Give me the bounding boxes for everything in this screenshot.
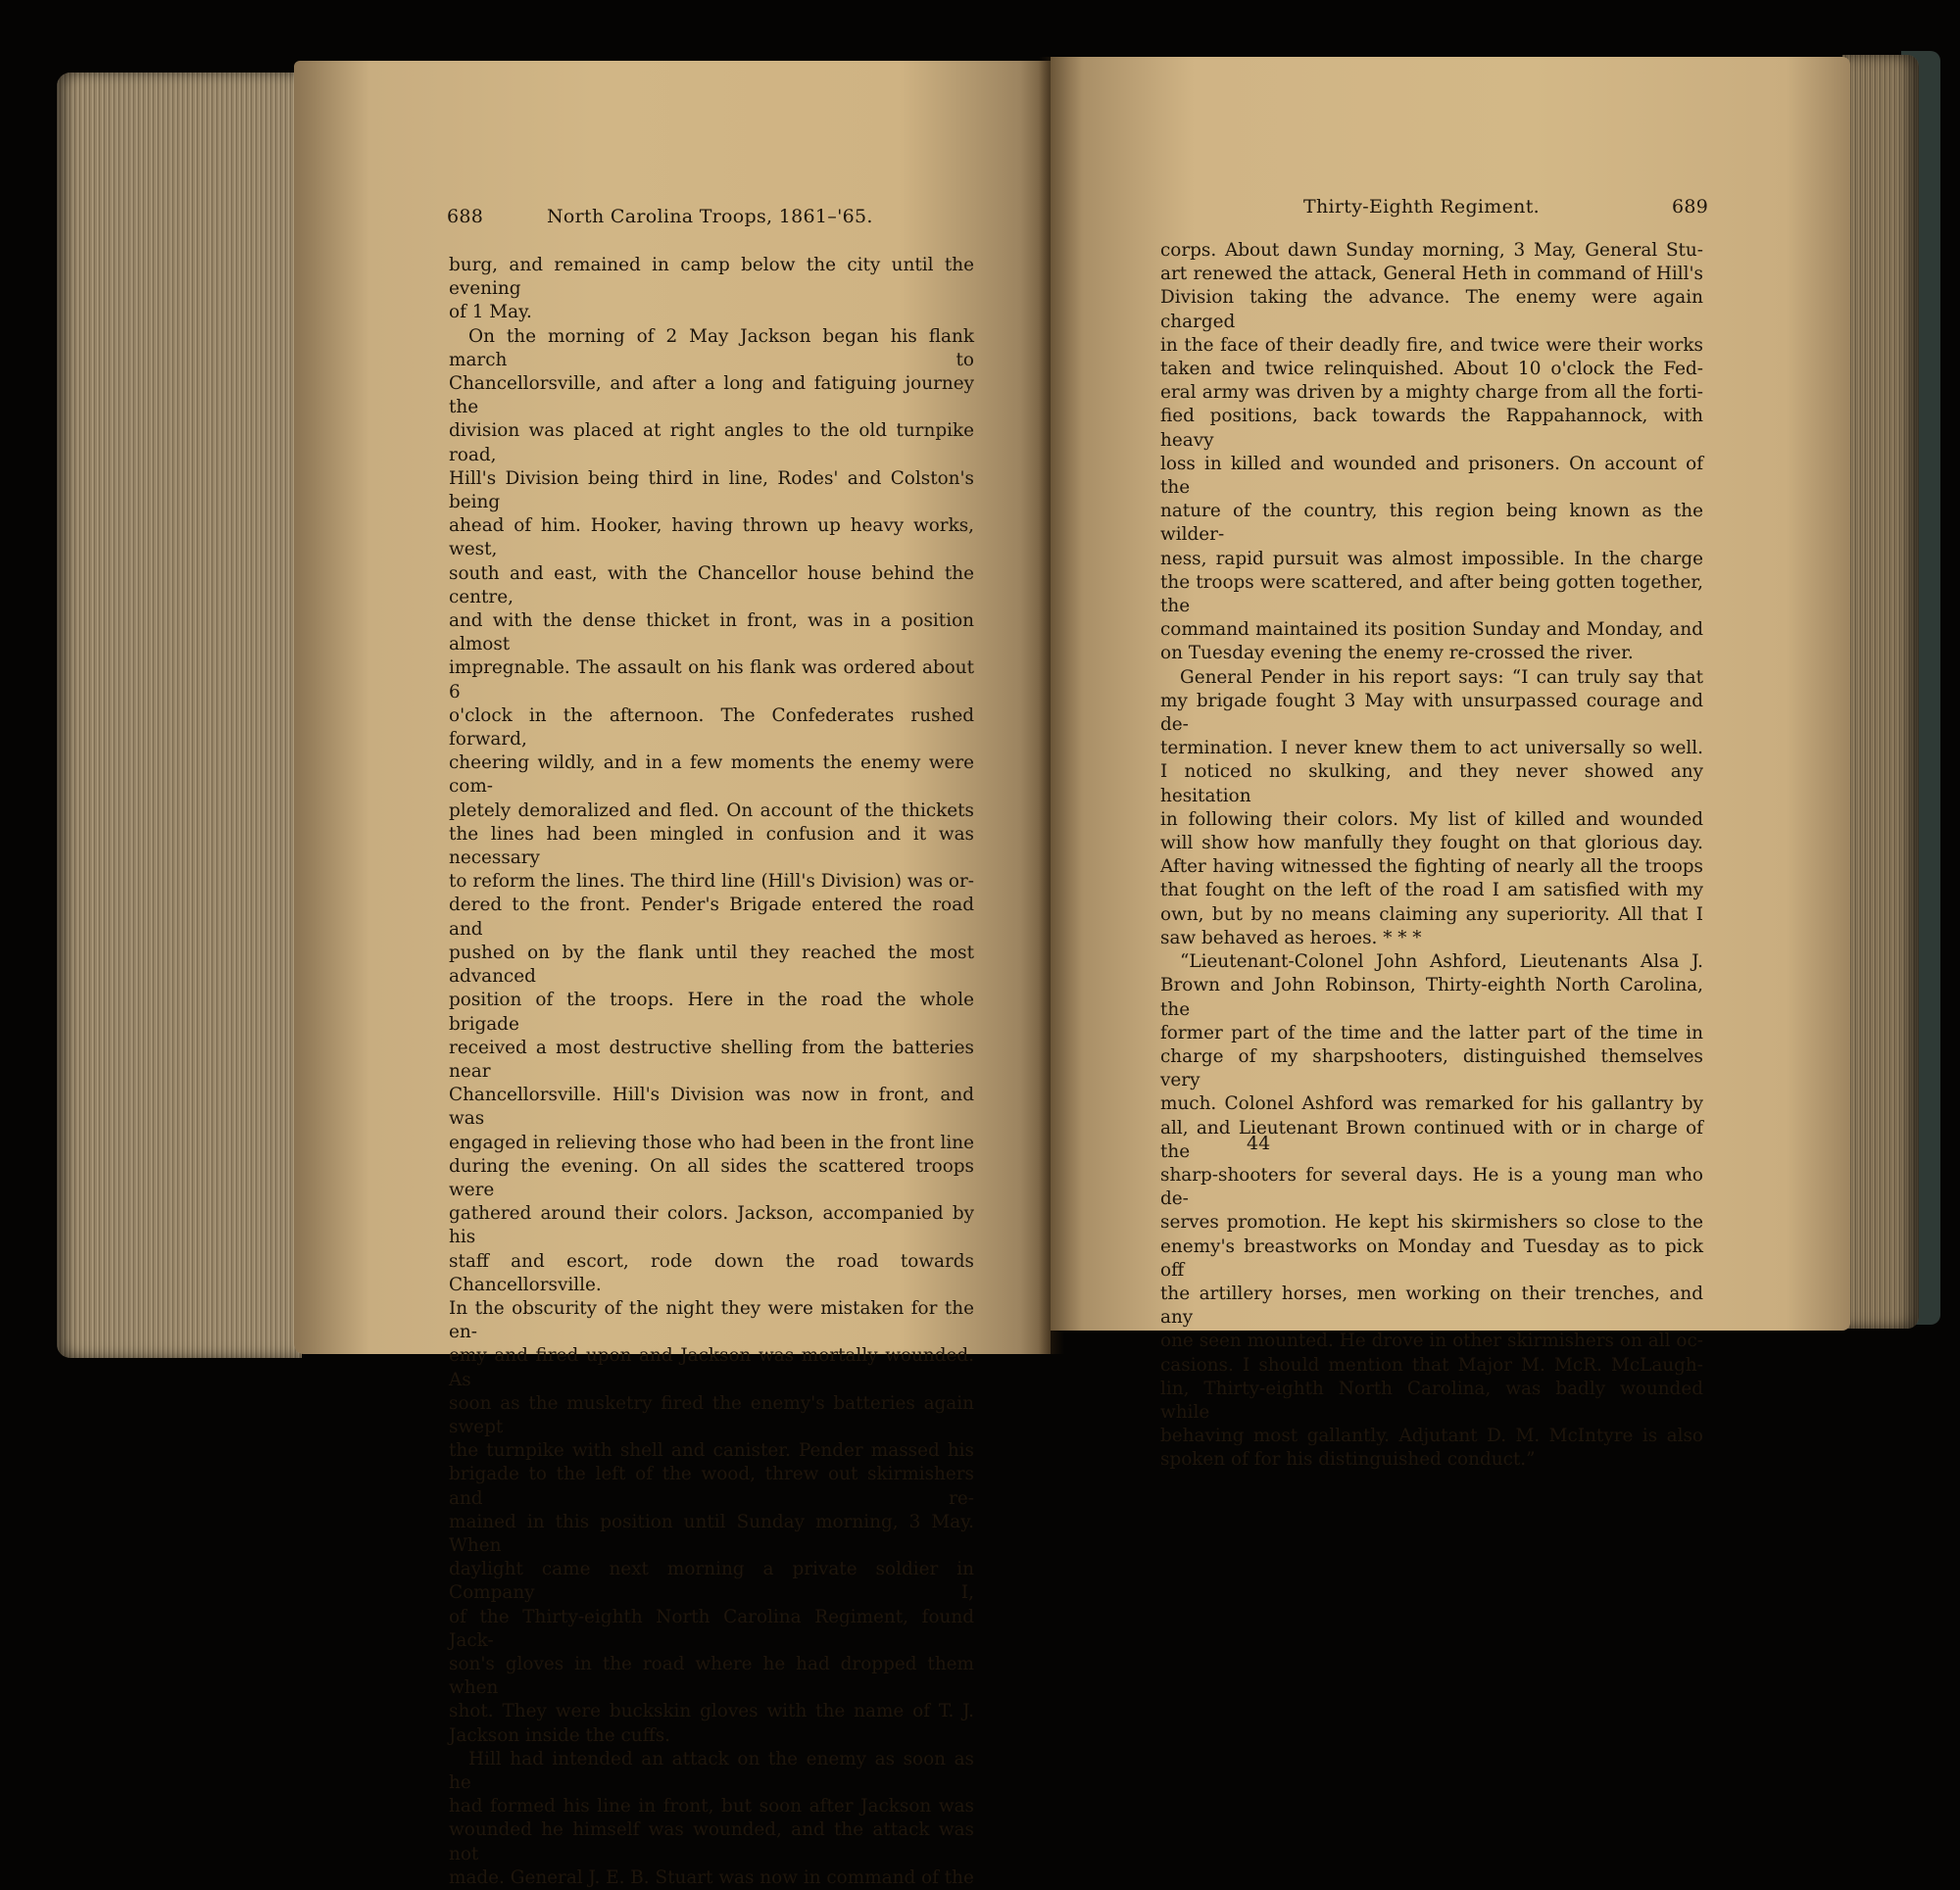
text-line: to reform the lines. The third line (Hill's Division) was or- [449, 871, 974, 893]
text-line: all, and Lieutenant Brown continued with or in charge of the [1160, 1117, 1703, 1162]
paragraph [449, 1748, 974, 1890]
text-line: eral army was driven by a mighty charge from all the forti- [1160, 382, 1703, 404]
text-line: and with the dense thicket in front, was in a position almost [449, 610, 974, 655]
right-page-body [1160, 239, 1703, 1473]
text-line: ness, rapid pursuit was almost impossible. In the charge [1160, 548, 1703, 569]
left-page-body [449, 254, 974, 1890]
text-line: command maintained its position Sunday and Monday, and [1160, 619, 1703, 641]
text-line: pushed on by the flank until they reached the most advanced [449, 942, 974, 988]
right-page [1051, 57, 1850, 1471]
text-line: staff and escort, rode down the road towards Chancellorsville. [449, 1250, 974, 1295]
text-line: On the morning of 2 May Jackson began his flank march to [449, 325, 974, 370]
text-line: in following their colors. My list of killed and wounded [1160, 808, 1703, 830]
text-line: cheering wildly, and in a few moments the enemy were com- [449, 752, 974, 798]
paragraph [1160, 950, 1703, 1472]
text-line: south and east, with the Chancellor house behind the centre, [449, 562, 974, 607]
text-line: wounded he himself was wounded, and the attack was not [449, 1819, 974, 1865]
text-line: General Pender in his report says: “I can truly say that [1180, 666, 1703, 688]
text-line: burg, and remained in camp below the city until the evening [449, 255, 974, 300]
text-line: fied positions, back towards the Rappahannock, with heavy [1160, 406, 1703, 451]
text-line: In the obscurity of the night they were mistaken for the en- [449, 1297, 974, 1343]
text-line: behaving most gallantly. Adjutant D. M. McIntyre is also [1160, 1426, 1703, 1447]
text-line: Hill had intended an attack on the enemy as soon as he [449, 1748, 974, 1793]
text-line: had formed his line in front, but soon after Jackson was [449, 1796, 974, 1817]
text-line: corps. About dawn Sunday morning, 3 May, General Stu- [1160, 240, 1703, 261]
left-running-head: North Carolina Troops, 1861–'65. [547, 206, 873, 227]
paragraph [1160, 239, 1703, 666]
text-line: termination. I never knew them to act universally so well. [1160, 738, 1703, 759]
left-page-edges [57, 73, 302, 1358]
text-line: Chancellorsville. Hill's Division was now in front, and was [449, 1085, 974, 1130]
text-line: charge of my sharpshooters, distinguished themselves very [1160, 1045, 1703, 1091]
text-line: son's gloves in the road where he had dropped them when [449, 1653, 974, 1699]
text-line: the turnpike with shell and canister. Pender massed his [449, 1440, 974, 1462]
text-line: position of the troops. Here in the road the whole brigade [449, 990, 974, 1035]
text-line: that fought on the left of the road I am satisfied with my [1160, 880, 1703, 901]
paragraph [1160, 666, 1703, 950]
text-line: After having witnessed the fighting of nearly all the troops [1160, 856, 1703, 878]
text-line: shot. They were buckskin gloves with the name of T. J. [449, 1701, 974, 1722]
text-line: mained in this position until Sunday morning, 3 May. When [449, 1511, 974, 1556]
text-line: will show how manfully they fought on that glorious day. [1160, 833, 1703, 854]
text-line: saw behaved as heroes. * * * [1160, 927, 1422, 948]
text-line: “Lieutenant-Colonel John Ashford, Lieutenants Alsa J. [1180, 951, 1703, 973]
text-line: in the face of their deadly fire, and twice were their works [1160, 334, 1703, 356]
text-line: soon as the musketry fired the enemy's batteries again swept [449, 1392, 974, 1437]
text-line: former part of the time and the latter part of the time in [1160, 1022, 1703, 1043]
text-line: brigade to the left of the wood, threw out skirmishers and re- [449, 1464, 974, 1509]
signature-mark: 44 [1247, 1133, 1271, 1154]
paragraph [449, 254, 974, 325]
text-line: o'clock in the afternoon. The Confederates rushed forward, [449, 704, 974, 751]
text-line: pletely demoralized and fled. On account of the thickets [449, 800, 974, 821]
text-line: the lines had been mingled in confusion and it was necessary [449, 823, 974, 869]
text-line: serves promotion. He kept his skirmishers so close to the [1160, 1212, 1703, 1234]
text-line: daylight came next morning a private soldier in Company I, [449, 1559, 974, 1604]
text-line: made. General J. E. B. Stuart was now in command of the [449, 1866, 974, 1888]
text-line: enemy's breastworks on Monday and Tuesday as to pick off [1160, 1236, 1703, 1281]
text-line: spoken of for his distinguished conduct.” [1160, 1449, 1536, 1471]
text-line: on Tuesday evening the enemy re-crossed the river. [1160, 643, 1634, 664]
text-line: one seen mounted. He drove in other skirmishers on all oc- [1160, 1331, 1703, 1352]
text-line: much. Colonel Ashford was remarked for his gallantry by [1160, 1093, 1703, 1115]
text-line: Jackson inside the cuffs. [449, 1724, 670, 1746]
right-page-number: 689 [1672, 196, 1709, 218]
text-line: art renewed the attack, General Heth in command of Hill's [1160, 264, 1703, 285]
text-line: nature of the country, this region being known as the wilder- [1160, 501, 1703, 546]
text-line: my brigade fought 3 May with unsurpassed courage and de- [1160, 690, 1703, 736]
text-line: of the Thirty-eighth North Carolina Regiment, found Jack- [449, 1606, 974, 1651]
text-line: casions. I should mention that Major M. McR. McLaugh- [1160, 1354, 1703, 1376]
text-line: I noticed no skulking, and they never showed any hesitation [1160, 761, 1703, 806]
text-line: impregnable. The assault on his flank was ordered about 6 [449, 657, 974, 703]
text-line: the artillery horses, men working on their trenches, and any [1160, 1283, 1703, 1329]
text-line: own, but by no means claiming any superiority. All that I [1160, 903, 1703, 925]
text-line: emy and fired upon and Jackson was mortally wounded. As [449, 1345, 974, 1390]
text-line: Hill's Division being third in line, Rodes' and Colston's being [449, 467, 974, 513]
text-line: the troops were scattered, and after being gotten together, the [1160, 571, 1703, 617]
left-page [294, 61, 1051, 1888]
text-line: ahead of him. Hooker, having thrown up heavy works, west, [449, 515, 974, 560]
text-line: Division taking the advance. The enemy were again charged [1160, 287, 1703, 332]
text-line: taken and twice relinquished. About 10 o'clock the Fed- [1160, 359, 1703, 380]
right-page-edges [1842, 55, 1919, 1329]
text-line: during the evening. On all sides the scattered troops were [449, 1155, 974, 1200]
text-line: lin, Thirty-eighth North Carolina, was badly wounded while [1160, 1378, 1703, 1423]
paragraph [449, 325, 974, 1748]
text-line: received a most destructive shelling from the batteries near [449, 1037, 974, 1082]
left-page-number: 688 [447, 206, 484, 227]
text-line: sharp-shooters for several days. He is a young man who de- [1160, 1164, 1703, 1210]
text-line: Chancellorsville, and after a long and fatiguing journey the [449, 373, 974, 418]
text-line: loss in killed and wounded and prisoners. On account of the [1160, 453, 1703, 499]
text-line: engaged in relieving those who had been in the front line [449, 1132, 974, 1153]
text-line: of 1 May. [449, 302, 532, 323]
text-line: Brown and John Robinson, Thirty-eighth North Carolina, the [1160, 975, 1703, 1020]
text-line: dered to the front. Pender's Brigade entered the road and [449, 895, 974, 940]
text-line: gathered around their colors. Jackson, accompanied by his [449, 1203, 974, 1248]
right-running-head: Thirty-Eighth Regiment. [1303, 196, 1540, 218]
text-line: division was placed at right angles to the old turnpike road, [449, 420, 974, 465]
